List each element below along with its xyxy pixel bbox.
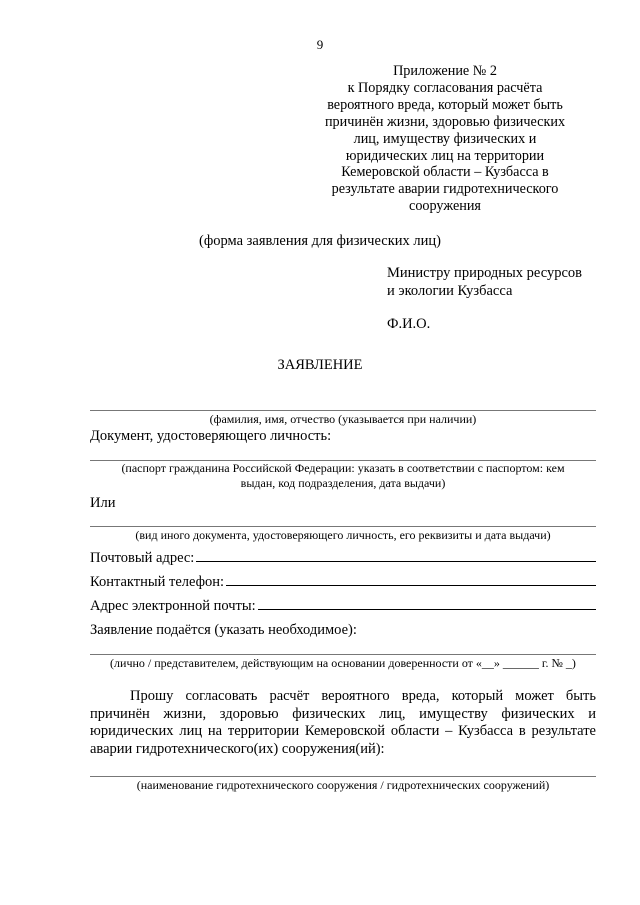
email-input-line[interactable]: [258, 608, 596, 610]
name-input-line[interactable]: [90, 410, 596, 411]
appendix-line: результате аварии гидротехнического: [331, 181, 559, 198]
page-number: 9: [316, 37, 324, 52]
submitted-label: Заявление подаётся (указать необходимое):: [90, 622, 357, 638]
appendix-line: Кемеровской области – Кузбасса в: [341, 164, 549, 181]
document-heading: ЗАЯВЛЕНИЕ: [277, 357, 363, 373]
document-label: Документ, удостоверяющего личность:: [90, 428, 332, 444]
postal-address-input-line[interactable]: [196, 560, 596, 562]
addressee-line-2: и экологии Кузбасса: [387, 283, 513, 299]
appendix-line: лиц, имуществу физических и: [353, 130, 537, 147]
phone-label: Контактный телефон:: [90, 574, 225, 590]
facility-caption: (наименование гидротехнического сооружения / гидротехнических сооружений): [136, 778, 550, 792]
phone-field: [90, 574, 596, 591]
passport-caption: [90, 461, 596, 490]
postal-address-field: [90, 550, 596, 567]
name-caption: (фамилия, имя, отчество (указывается при наличии): [209, 412, 477, 426]
postal-address-label: Почтовый адрес:: [90, 550, 195, 566]
phone-input-line[interactable]: [226, 584, 596, 586]
addressee-block: [387, 264, 617, 300]
other-document-input-line[interactable]: [90, 526, 596, 527]
addressee-line-1: Министру природных ресурсов: [387, 265, 582, 281]
submitted-input-line[interactable]: [90, 654, 596, 655]
email-label: Адрес электронной почты:: [90, 598, 256, 614]
appendix-line: к Порядку согласования расчёта: [347, 79, 543, 96]
facility-input-line[interactable]: [90, 776, 596, 777]
or-label: Или: [90, 495, 116, 511]
request-paragraph: Прошу согласовать расчёт вероятного вреда, который может быть причинён жизни, здоровью физических лиц, имуществу физических и юридических лиц на территории Кемеровской области – Кузбасса в результате аварии гидротехнического(их) сооружения(ий):: [90, 688, 596, 757]
appendix-line: вероятного вреда, который может быть: [327, 96, 563, 113]
appendix-line: Приложение № 2: [393, 63, 497, 79]
passport-caption-line-1: (паспорт гражданина Российской Федерации: указать в соответствии с паспортом: кем: [121, 461, 565, 475]
other-document-caption: (вид иного документа, удостоверяющего личность, его реквизиты и дата выдачи): [135, 528, 551, 542]
passport-caption-line-2: выдан, код подразделения, дата выдачи): [240, 475, 446, 490]
appendix-line: юридических лиц на территории: [345, 147, 545, 164]
addressee-fio: Ф.И.О.: [387, 316, 431, 332]
submitted-caption: (лично / представителем, действующим на основании доверенности от «__» ______ г. № _): [110, 656, 576, 670]
email-field: [90, 598, 596, 615]
appendix-line: сооружения: [409, 198, 481, 215]
appendix-line: причинён жизни, здоровью физических: [324, 113, 566, 130]
form-title: (форма заявления для физических лиц): [199, 233, 441, 249]
appendix-header: [310, 63, 580, 215]
